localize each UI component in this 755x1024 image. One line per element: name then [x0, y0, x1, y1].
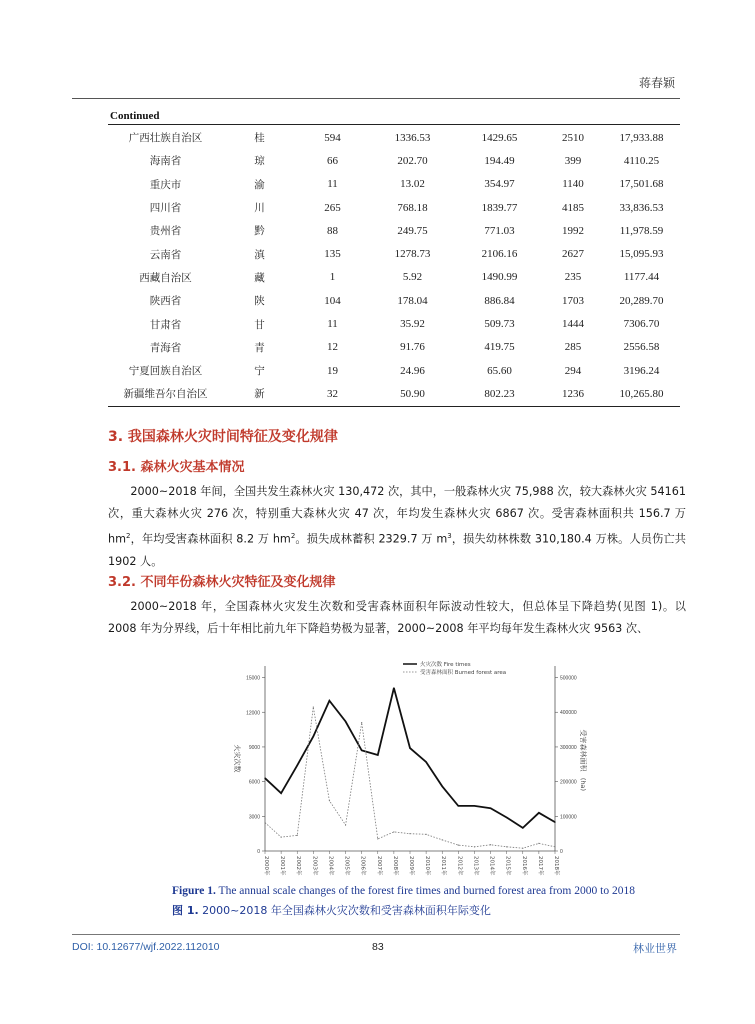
x-tick-label: 2001年 [279, 856, 286, 876]
table-cell: 35.92 [400, 318, 425, 331]
table-cell: 青海省 [149, 341, 182, 354]
table-cell: 2510 [562, 131, 584, 144]
table-cell: 3196.24 [623, 364, 660, 377]
y-axis-right-unit: (ha) [579, 777, 587, 792]
fire-times-point [458, 805, 459, 806]
table-row [108, 126, 680, 149]
table-cell: 50.90 [400, 387, 425, 400]
x-tick-label: 2013年 [472, 856, 479, 876]
footer-doi-link[interactable]: DOI: 10.12677/wjf.2022.112010 [72, 941, 220, 953]
x-tick-label: 2008年 [391, 856, 398, 876]
fire-times-point [393, 687, 394, 688]
fire-times-point [506, 817, 507, 818]
fire-times-point [409, 747, 410, 748]
fire-times-point [490, 808, 491, 809]
x-tick-label: 2012年 [456, 856, 463, 876]
burned-area-point [442, 839, 443, 840]
table-row [108, 242, 680, 265]
table-cell: 65.60 [487, 364, 512, 377]
table-cell: 桂 [254, 132, 265, 145]
burned-area-point [377, 838, 378, 839]
table-cell: 海南省 [149, 155, 182, 168]
paragraph-yearly-change: 2000~2018 年，全国森林火灾发生次数和受害森林面积年际波动性较大，但总体呈下降趋势(见图 1)。以 2008 年为分界线，后十年相比前九年下降趋势极为显著，2000~2008 年平均每年发生森林火灾 9563 次、 [108, 600, 686, 635]
table-cell: 13.02 [400, 178, 425, 191]
table-cell: 甘肃省 [149, 318, 182, 331]
table-cell: 琼 [254, 155, 265, 168]
burned-area-point [345, 824, 346, 825]
table-cell: 178.04 [397, 294, 428, 307]
y-left-tick-label: 3000 [248, 814, 260, 821]
table-cell: 1236 [562, 387, 584, 400]
table-cell: 104 [324, 294, 341, 307]
burned-area-point [458, 845, 459, 846]
burned-area-point [393, 831, 394, 832]
burned-area-point [313, 706, 314, 707]
fire-times-point [377, 754, 378, 755]
table-cell: 354.97 [484, 178, 515, 191]
fire-times-point [554, 821, 555, 822]
table-cell: 249.75 [397, 224, 428, 237]
table-cell: 419.75 [484, 341, 515, 354]
table-cell: 新 [254, 388, 265, 401]
x-tick-label: 2009年 [408, 856, 414, 876]
fire-times-point [329, 700, 330, 701]
x-tick-label: 2015年 [504, 856, 511, 876]
x-tick-label: 2000年 [263, 856, 269, 876]
table-cell: 1177.44 [623, 271, 660, 284]
table-cell: 广西壮族自治区 [128, 132, 203, 145]
table-cell: 2106.16 [481, 248, 518, 261]
table-cell: 4185 [562, 201, 584, 214]
table-cell: 10,265.80 [619, 387, 664, 400]
table-row [108, 289, 680, 312]
table-cell: 宁 [254, 365, 265, 378]
y-left-tick-label: 9000 [248, 744, 260, 751]
table-cell: 11 [327, 318, 338, 331]
series-burned-area-line [265, 707, 555, 848]
burned-area-point [409, 833, 410, 834]
burned-area-point [426, 834, 427, 835]
figure-caption-en: Figure 1. The annual scale changes of the forest fire times and burned forest area from 2000 to 2018 [172, 885, 635, 897]
subsection-heading-3-2: 3.2. 不同年份森林火灾特征及变化规律 [108, 575, 336, 590]
table-cell: 771.03 [484, 224, 515, 237]
x-tick-label: 2010年 [424, 856, 431, 876]
y-left-tick-label: 12000 [246, 710, 260, 717]
burned-area-point [281, 837, 282, 838]
table-cell: 4110.25 [623, 154, 660, 167]
table-cell: 33,836.53 [619, 201, 664, 214]
burned-area-point [329, 800, 330, 801]
table-cell: 1703 [562, 294, 584, 307]
table-cell: 202.70 [397, 154, 428, 167]
table-cell: 91.76 [400, 341, 425, 354]
subsection-heading-3-1: 3.1. 森林火灾基本情况 [108, 460, 245, 475]
table-cell: 黔 [254, 225, 265, 238]
table-cell: 11,978.59 [619, 224, 664, 237]
fire-times-point [538, 812, 539, 813]
y-right-tick-label: 400000 [560, 710, 577, 717]
table-cell: 川 [254, 202, 265, 215]
table-cell: 藏 [254, 271, 265, 284]
y-right-tick-label: 300000 [560, 744, 577, 751]
series-fire-times-line [265, 688, 555, 828]
table-cell: 陕 [254, 295, 265, 308]
y-right-tick-label: 100000 [560, 814, 577, 821]
y-left-tick-label: 15000 [246, 675, 260, 682]
table-cell: 西藏自治区 [139, 271, 192, 284]
table-cell: 24.96 [400, 364, 425, 377]
y-right-tick-label: 200000 [560, 779, 577, 786]
table-cell: 285 [564, 341, 582, 354]
figure-1-line-chart [225, 656, 585, 878]
table-cell: 1 [329, 271, 336, 284]
table-cell: 5.92 [402, 271, 423, 284]
x-tick-label: 2003年 [311, 856, 318, 876]
table-continued-label: Continued [110, 110, 160, 122]
table-cell: 20,289.70 [619, 294, 664, 307]
fire-times-point [361, 750, 362, 751]
table-cell: 2556.58 [623, 341, 660, 354]
burned-area-point [538, 843, 539, 844]
fire-times-point [474, 805, 475, 806]
table-cell: 贵州省 [149, 225, 182, 238]
legend-label-burned-area: 受害森林面积 Burned forest area [420, 670, 507, 676]
table-row [108, 219, 680, 242]
table-row [108, 173, 680, 196]
table-row [108, 382, 680, 405]
running-header-author: 蒋春颖 [638, 76, 675, 90]
footer-journal-name[interactable]: 林业世界 [633, 942, 677, 955]
table-cell: 青 [254, 341, 265, 354]
fire-times-point [522, 827, 523, 828]
x-tick-label: 2007年 [375, 856, 382, 876]
paragraph-basic-situation: 2000~2018 年间，全国共发生森林火灾 130,472 次，其中，一般森林火灾 75,988 次，较大森林火灾 54161 次，重大森林火灾 276 次，特别重大森林火灾 47 次，年均发生森林火灾 6867 次。受害森林面积共 156.7 万 $hm^2$，年均受害森林面积 8.2 万 $hm^2$。损失成林蓄积 2329.7 万 $m^3$，损失幼林株数 310,180.4 万株。人员伤亡共 1902 人。 [108, 485, 686, 568]
table-cell: 194.49 [484, 154, 515, 167]
table-cell: 594 [324, 131, 341, 144]
table-cell: 265 [324, 201, 341, 214]
table-cell: 12 [327, 341, 338, 354]
table-cell: 399 [564, 154, 582, 167]
fire-times-point [345, 721, 346, 722]
table-cell: 32 [327, 387, 338, 400]
table-cell: 1490.99 [481, 271, 518, 284]
table-cell: 1429.65 [481, 131, 518, 144]
table-cell: 15,095.93 [619, 248, 664, 261]
province-fire-table [108, 126, 680, 406]
table-cell: 19 [327, 364, 338, 377]
fire-times-point [442, 786, 443, 787]
x-tick-label: 2002年 [295, 856, 302, 876]
table-cell: 88 [327, 224, 338, 237]
fire-times-point [313, 736, 314, 737]
header-divider [72, 98, 680, 99]
x-tick-label: 2005年 [343, 856, 350, 876]
table-cell: 甘 [254, 318, 265, 331]
table-cell: 17,933.88 [619, 131, 664, 144]
table-row [108, 196, 680, 219]
table-cell: 135 [324, 248, 341, 261]
x-tick-label: 2017年 [536, 856, 543, 876]
burned-area-point [522, 848, 523, 849]
footer-page-number: 83 [372, 941, 384, 953]
y-right-tick-label: 0 [560, 849, 563, 855]
fire-times-point [281, 793, 282, 794]
table-row [108, 149, 680, 172]
burned-area-point [361, 722, 362, 723]
table-cell: 1839.77 [481, 201, 518, 214]
burned-area-point [506, 846, 507, 847]
table-cell: 重庆市 [149, 178, 182, 191]
y-axis-left-title: 火灾次数 [233, 744, 241, 773]
x-tick-label: 2016年 [520, 856, 527, 876]
table-cell: 294 [564, 364, 582, 377]
fire-times-point [426, 761, 427, 762]
table-cell: 宁夏回族自治区 [128, 365, 203, 378]
table-cell: 1140 [562, 178, 584, 191]
x-tick-label: 2006年 [359, 856, 366, 876]
fire-times-point [297, 765, 298, 766]
table-cell: 509.73 [484, 318, 515, 331]
table-cell: 1444 [562, 318, 584, 331]
y-left-tick-label: 6000 [248, 779, 260, 786]
table-bottom-rule [108, 406, 680, 407]
table-cell: 802.23 [484, 387, 515, 400]
table-cell: 1992 [562, 224, 584, 237]
burned-area-point [264, 822, 265, 823]
figure-caption-zh: 图 1. 2000~2018 年全国森林火灾次数和受害森林面积年际变化 [172, 904, 491, 917]
x-tick-label: 2004年 [327, 856, 334, 876]
table-row [108, 266, 680, 289]
fire-times-point [264, 778, 265, 779]
table-cell: 66 [327, 154, 338, 167]
y-left-tick-label: 0 [257, 849, 260, 855]
table-cell: 陕西省 [149, 295, 182, 308]
burned-area-point [297, 835, 298, 836]
x-tick-label: 2014年 [488, 856, 495, 876]
y-axis-right-title: 受害森林面积 [579, 729, 587, 772]
table-cell: 四川省 [149, 202, 182, 215]
burned-area-point [474, 846, 475, 847]
table-row [108, 312, 680, 335]
burned-area-point [554, 846, 555, 847]
table-cell: 7306.70 [623, 318, 660, 331]
table-cell: 235 [564, 271, 582, 284]
table-cell: 17,501.68 [619, 178, 664, 191]
table-top-rule [108, 124, 680, 125]
legend-label-fire-times: 火灾次数 Fire times [420, 662, 471, 668]
table-cell: 1278.73 [394, 248, 431, 261]
table-cell: 滇 [254, 248, 265, 261]
table-row [108, 336, 680, 359]
table-cell: 886.84 [484, 294, 515, 307]
table-cell: 渝 [254, 178, 265, 191]
table-cell: 1336.53 [394, 131, 431, 144]
x-tick-label: 2011年 [440, 856, 447, 876]
table-cell: 2627 [562, 248, 584, 261]
footer-divider [72, 934, 680, 935]
table-cell: 新疆维吾尔自治区 [123, 388, 208, 401]
burned-area-point [490, 844, 491, 845]
y-right-tick-label: 500000 [560, 675, 577, 682]
table-cell: 云南省 [149, 248, 182, 261]
table-row [108, 359, 680, 382]
x-tick-label: 2018年 [553, 856, 559, 876]
section-heading-3: 3. 我国森林火灾时间特征及变化规律 [108, 429, 338, 445]
table-cell: 11 [327, 178, 338, 191]
table-cell: 768.18 [397, 201, 428, 214]
